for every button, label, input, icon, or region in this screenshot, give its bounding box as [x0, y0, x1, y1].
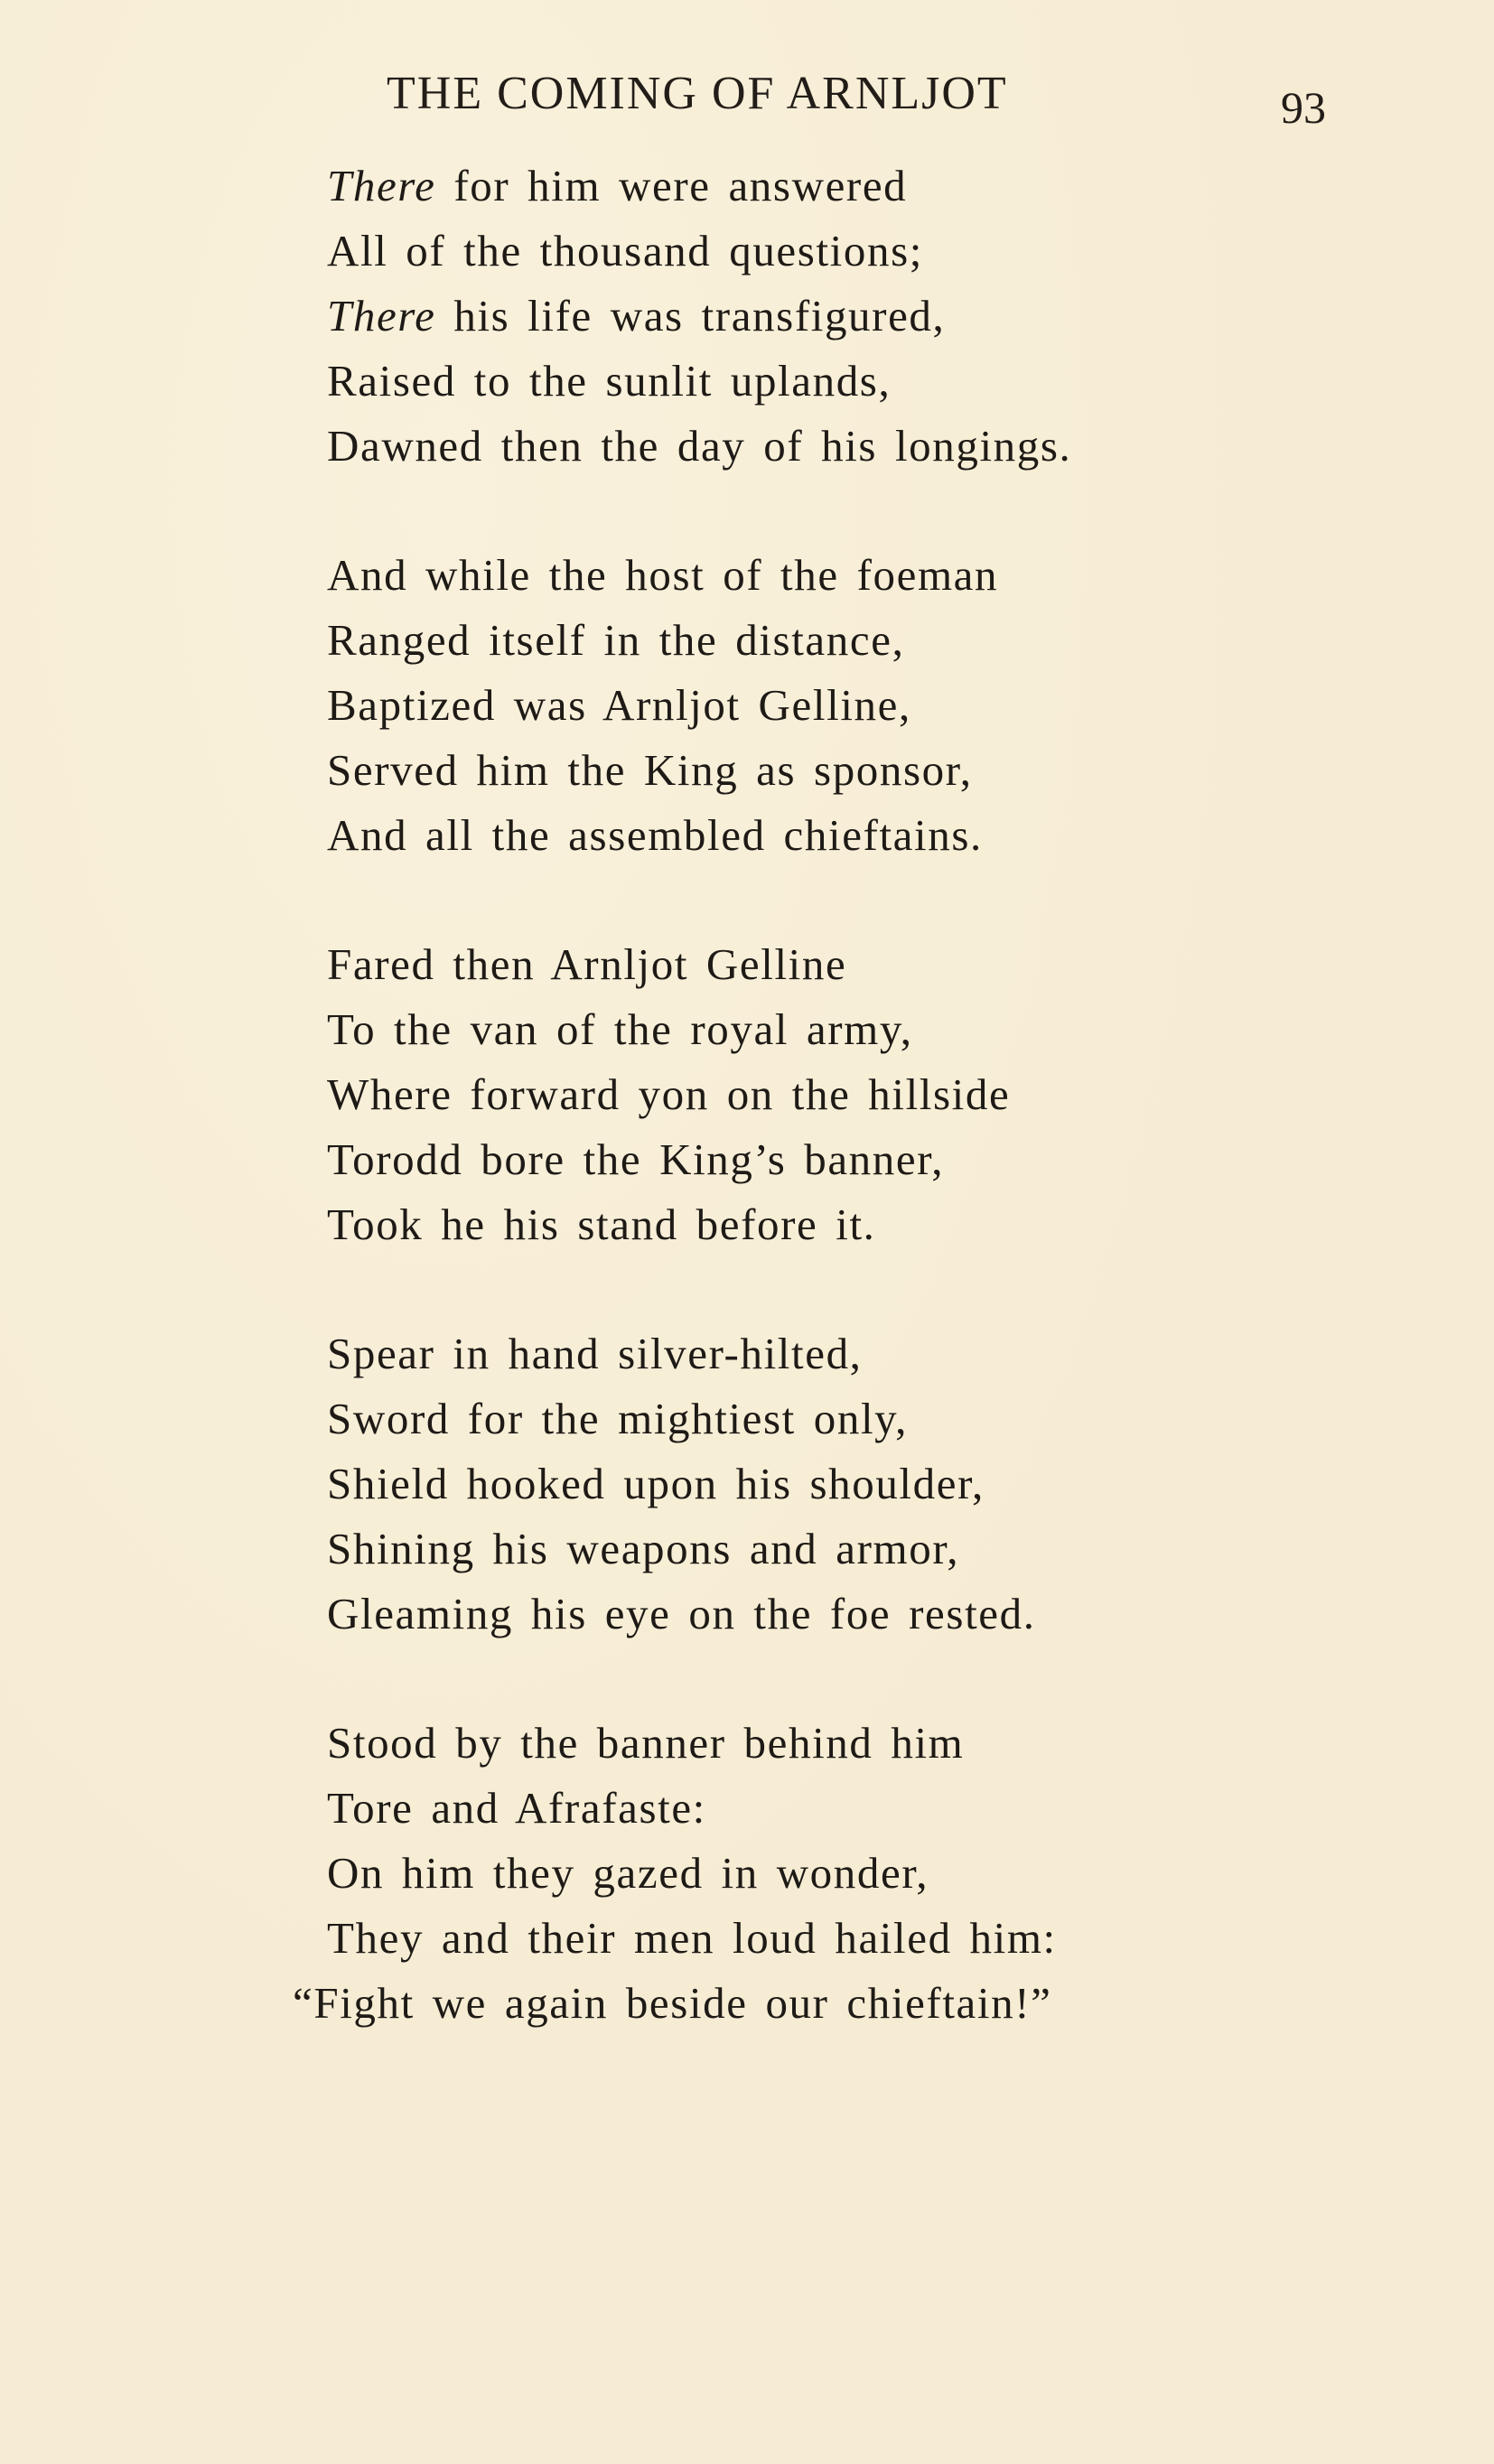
- poem-line: [327, 1841, 1465, 1906]
- line-text: On him they gazed in wonder,: [327, 1848, 929, 1898]
- poem-line: [327, 284, 1465, 349]
- line-text: Shield hooked upon his shoulder,: [327, 1459, 985, 1508]
- poem-line: [327, 1127, 1465, 1192]
- poem-line: [327, 1062, 1465, 1127]
- poem-line: [327, 1517, 1465, 1582]
- line-text: Stood by the banner behind him: [327, 1718, 965, 1768]
- poem-line: [327, 738, 1465, 803]
- line-text: for him were answered: [435, 161, 908, 210]
- poem-line: [327, 1906, 1465, 1971]
- poem-line: [327, 997, 1465, 1062]
- poem-line: [327, 543, 1465, 608]
- stanza-1: [327, 154, 1465, 479]
- poem-line: [327, 1711, 1465, 1776]
- line-text: And while the host of the foeman: [327, 550, 999, 600]
- line-text: Tore and Afrafaste:: [327, 1783, 706, 1833]
- poem-line: [327, 219, 1465, 284]
- line-text: Raised to the sunlit uplands,: [327, 356, 892, 406]
- poem-line: [327, 1776, 1465, 1841]
- stanza-4: [327, 1321, 1465, 1647]
- poem-body: [293, 154, 1465, 2100]
- italic-word: There: [327, 291, 436, 341]
- poem-line: [327, 1321, 1465, 1386]
- line-text: Spear in hand silver-hilted,: [327, 1329, 863, 1378]
- poem-line: [293, 1971, 1465, 2036]
- line-text: Took he his stand before it.: [327, 1199, 876, 1249]
- line-text: And all the assembled chieftains.: [327, 810, 983, 860]
- line-text: All of the thousand questions;: [327, 226, 923, 275]
- poem-line: [327, 154, 1465, 219]
- poem-line: [327, 1192, 1465, 1257]
- poem-line: [327, 1386, 1465, 1451]
- running-head: THE COMING OF ARNLJOT: [387, 68, 1008, 119]
- line-text: Torodd bore the King’s banner,: [327, 1134, 945, 1184]
- line-text: Baptized was Arnljot Gelline,: [327, 680, 911, 730]
- poem-line: [327, 608, 1465, 673]
- poem-line: [327, 1451, 1465, 1517]
- stanza-5: [293, 1711, 1465, 2036]
- stanza-2: [327, 543, 1465, 868]
- line-text: Gleaming his eye on the foe rested.: [327, 1589, 1036, 1638]
- poem-line: [327, 673, 1465, 738]
- line-text: Shining his weapons and armor,: [327, 1524, 960, 1573]
- line-text: Where forward yon on the hillside: [327, 1069, 1011, 1119]
- line-text: “Fight we again beside our chieftain!”: [293, 1978, 1052, 2028]
- poem-line: [327, 1582, 1465, 1647]
- line-text: To the van of the royal army,: [327, 1004, 913, 1054]
- poem-line: [327, 414, 1465, 479]
- line-text: Fared then Arnljot Gelline: [327, 939, 847, 989]
- page-number: 93: [1281, 82, 1326, 133]
- italic-word: There: [327, 161, 436, 210]
- line-text: Served him the King as sponsor,: [327, 745, 973, 795]
- poem-line: [327, 803, 1465, 868]
- poem-line: [327, 932, 1465, 997]
- line-text: Sword for the mightiest only,: [327, 1394, 908, 1443]
- line-text: Dawned then the day of his longings.: [327, 421, 1072, 471]
- line-text: Ranged itself in the distance,: [327, 615, 905, 665]
- stanza-3: [327, 932, 1465, 1257]
- line-text: his life was transfigured,: [435, 291, 946, 341]
- poem-line: [327, 349, 1465, 414]
- line-text: They and their men loud hailed him:: [327, 1913, 1057, 1963]
